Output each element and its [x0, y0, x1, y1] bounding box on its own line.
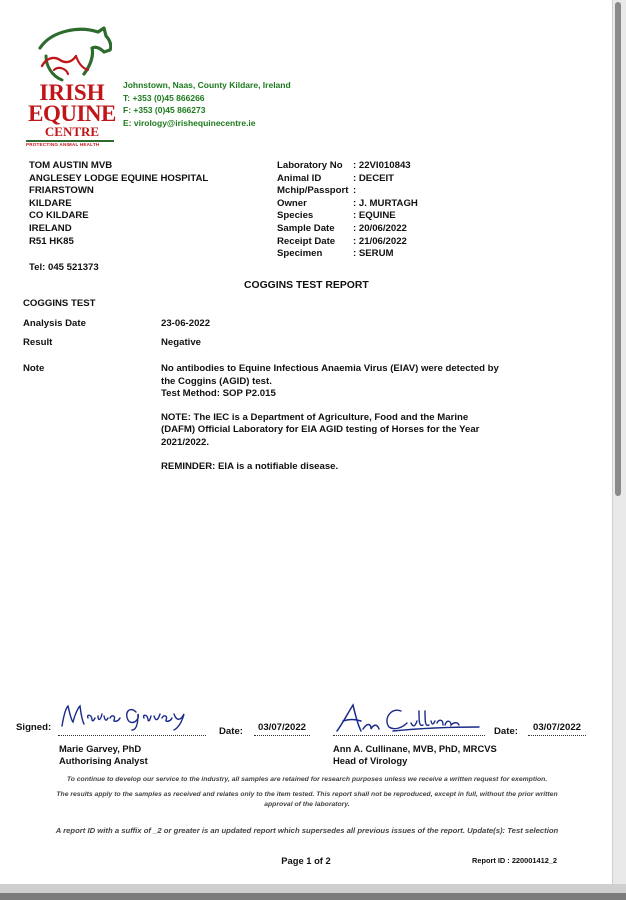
lab-info-value: : 22VI010843	[353, 160, 411, 171]
lab-info-row	[277, 160, 418, 173]
lab-info-label: Laboratory No	[277, 160, 343, 171]
lab-info-value: : EQUINE	[353, 210, 396, 222]
horse-head-icon	[32, 26, 112, 82]
signature-date: 03/07/2022	[254, 722, 310, 736]
lab-info-label: Sample Date	[277, 222, 335, 234]
signer-block	[59, 743, 148, 768]
disclaimer-text: The results apply to the samples as received and relates only to the item tested. This report shall not be reproduced, except in full, without the prior written approval of the laboratory.	[56, 790, 558, 809]
lab-info-label: Animal ID	[277, 172, 322, 184]
disclaimer	[50, 775, 564, 811]
report-title: COGGINS TEST REPORT	[244, 280, 369, 291]
signer-block	[333, 743, 497, 768]
lab-info-label: Specimen	[277, 248, 323, 260]
signer-role: Authorising Analyst	[59, 755, 148, 767]
lab-info-row	[277, 173, 418, 186]
lab-info-value: : DECEIT	[353, 172, 395, 184]
address-line: KILDARE	[29, 197, 72, 209]
signature-date: 03/07/2022	[528, 722, 586, 736]
contact-block	[123, 79, 291, 129]
note-label: Note	[23, 363, 45, 374]
logo-tagline: PROTECTING ANIMAL HEALTH	[26, 142, 100, 147]
address-line: CO KILDARE	[29, 210, 89, 222]
section-title: COGGINS TEST	[23, 298, 96, 309]
note-paragraph: Test Method: SOP P2.015	[161, 388, 276, 400]
address-line: ANGLESEY LODGE EQUINE HOSPITAL	[29, 172, 209, 184]
recipient-tel: Tel: 045 521373	[29, 262, 99, 273]
page-number: Page 1 of 2	[281, 855, 331, 866]
address-line: IRELAND	[29, 222, 72, 234]
report-id: Report ID : 220001412_2	[472, 856, 558, 865]
lab-info-label: Owner	[277, 197, 307, 209]
signature-ann-cullinane	[333, 701, 483, 735]
logo-word-equine: EQUINE	[28, 101, 116, 126]
lab-info-label: Species	[277, 210, 314, 222]
contact-fax: F: +353 (0)45 866273	[123, 105, 206, 115]
signature-marie-garvey	[58, 700, 198, 732]
result-value: Negative	[161, 337, 201, 348]
analysis-date-label: Analysis Date	[23, 318, 86, 329]
address-line: R51 HK85	[29, 235, 74, 247]
note-paragraph: No antibodies to Equine Infectious Anaemia Virus (EIAV) were detected by the Coggins (AGID) test.	[161, 363, 499, 387]
lab-info-row	[277, 210, 418, 223]
lab-info-table	[277, 160, 418, 261]
lab-info-row	[277, 198, 418, 211]
address-line: FRIARSTOWN	[29, 185, 94, 197]
lab-info-value: : 20/06/2022	[353, 222, 407, 234]
analysis-date-value: 23-06-2022	[161, 318, 211, 329]
lab-info-label: Receipt Date	[277, 235, 336, 247]
signed-label: Signed:	[16, 722, 52, 733]
signature-line	[333, 735, 485, 736]
lab-info-value: : 21/06/2022	[353, 235, 407, 247]
signer-name: Ann A. Cullinane, MVB, PhD, MRCVS	[333, 743, 497, 754]
lab-info-value: :	[353, 185, 357, 197]
note-paragraph: NOTE: The IEC is a Department of Agriculture, Food and the Marine (DAFM) Official Laboratory for EIA AGID testing of Horses for the Year 2021/2022.	[161, 411, 480, 448]
address-line: TOM AUSTIN MVB	[29, 160, 113, 171]
date-label: Date:	[219, 726, 243, 737]
scrollbar-track[interactable]	[612, 0, 613, 900]
logo-word-centre: CENTRE	[44, 124, 100, 139]
date-label: Date:	[494, 726, 518, 737]
lab-info-row	[277, 248, 418, 261]
lab-info-row	[277, 185, 418, 198]
iec-logo	[26, 26, 118, 150]
contact-email[interactable]: E: virology@irishequinecentre.ie	[123, 117, 256, 128]
result-label: Result	[23, 337, 53, 348]
note-body	[161, 363, 501, 473]
reissue-note: A report ID with a suffix of _2 or greater is an updated report which supersedes all previous issues of the report. Update(s): Test selection	[55, 826, 559, 835]
contact-phone: T: +353 (0)45 866266	[123, 92, 205, 103]
note-paragraph: REMINDER: EIA is a notifiable disease.	[161, 460, 339, 472]
contact-address: Johnstown, Naas, County Kildare, Ireland	[123, 80, 291, 90]
lab-info-label: Mchip/Passport	[277, 185, 349, 197]
recipient-address	[29, 160, 208, 248]
lab-info-value: : SERUM	[353, 248, 394, 260]
signer-name: Marie Garvey, PhD	[59, 743, 142, 754]
lab-info-row	[277, 236, 418, 249]
signature-line	[58, 735, 206, 736]
lab-info-row	[277, 223, 418, 236]
logo-word-irish: IRISH	[39, 80, 105, 105]
lab-info-value: : J. MURTAGH	[353, 197, 418, 209]
signer-role: Head of Virology	[333, 755, 408, 767]
scrollbar-thumb[interactable]	[615, 2, 621, 496]
disclaimer-text: To continue to develop our service to the industry, all samples are retained for research purposes unless we receive a written request for exemption.	[66, 776, 548, 783]
viewer-bottom-bar	[0, 893, 626, 900]
